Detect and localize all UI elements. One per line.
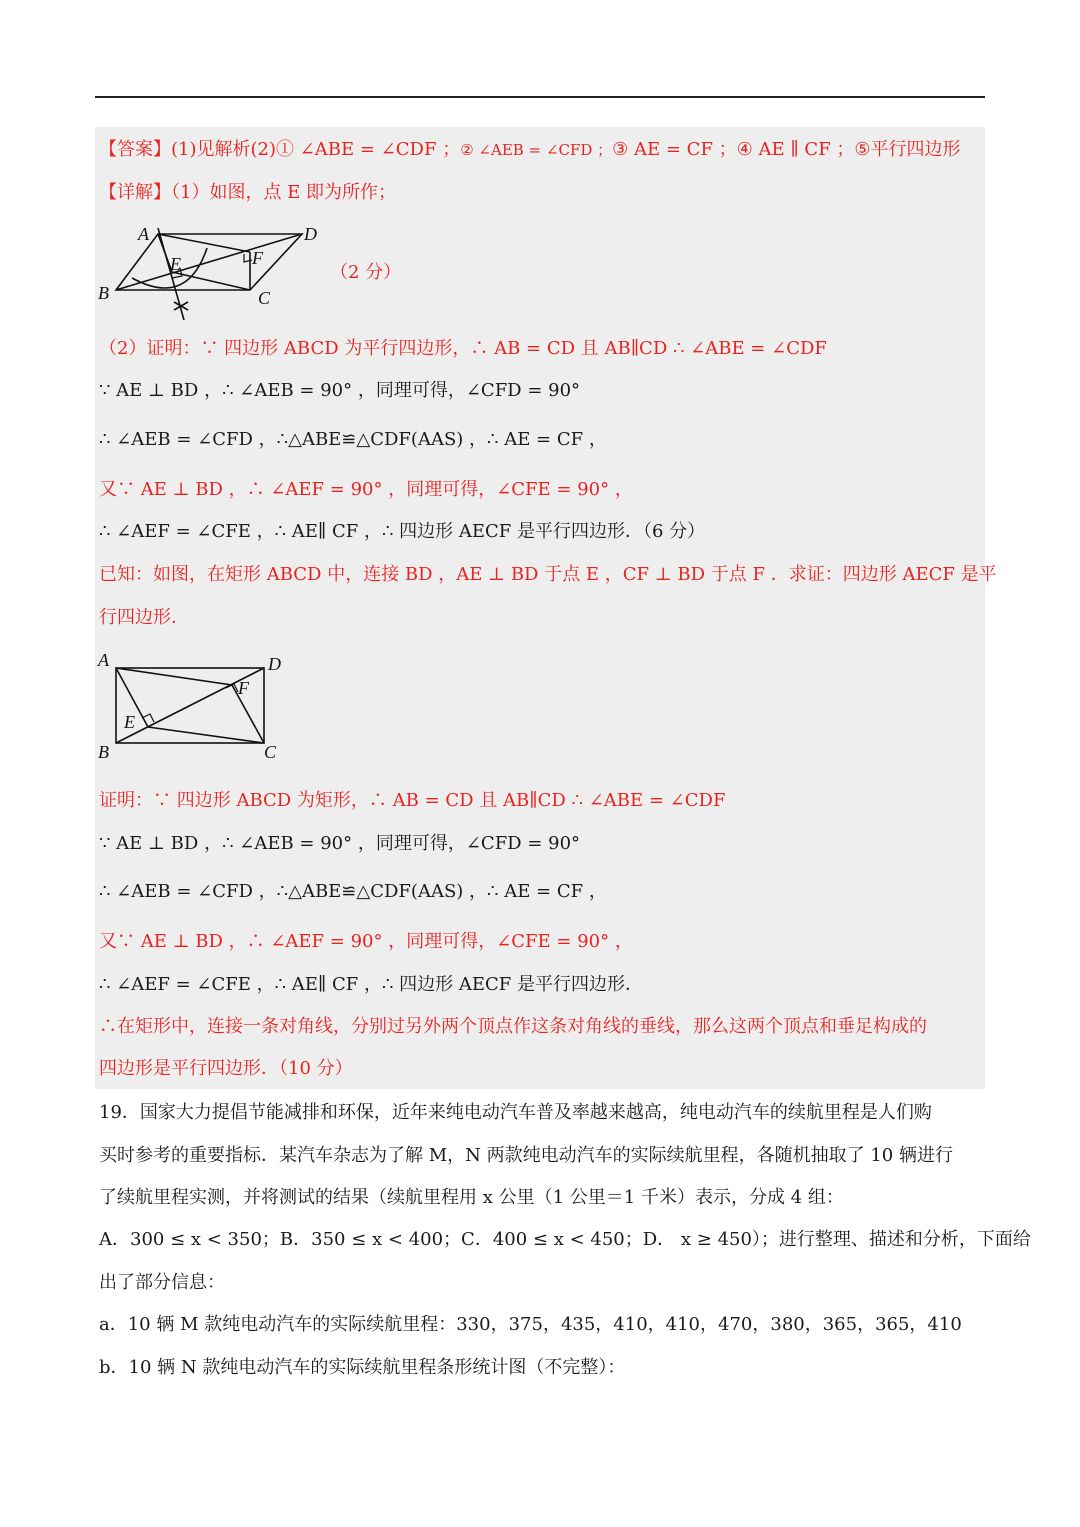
q19-line-2: 买时参考的重要指标．某汽车杂志为了解 M，N 两款纯电动汽车的实际续航里程，各随机抽取了 10 辆进行 [99, 1145, 953, 1166]
answer-c3: ③ AE = CF ； [612, 139, 737, 160]
given-line-1: 已知：如图，在矩形 ABCD 中，连接 BD ，AE ⊥ BD 于点 E ，CF ⊥ BD 于点 F ．求证：四边形 AECF 是平 [99, 564, 997, 585]
fig2-label-a: A [98, 650, 109, 670]
fig2-label-c: C [264, 742, 277, 762]
detail-bracket: 【详解】 [99, 182, 171, 203]
answer-c5: ⑤平行四边形 [854, 139, 961, 160]
proof1-line-4: 又∵ AE ⊥ BD ，∴ ∠AEF = 90° ，同理可得，∠CFE = 90° ， [99, 479, 633, 500]
proof1-line-3: ∴ ∠AEB = ∠CFD ，∴△ABE≌△CDF(AAS) ，∴ AE = CF ， [99, 429, 607, 450]
fig2-label-e: E [124, 712, 135, 732]
fig1-label-d: D [304, 224, 317, 244]
proof2-line-5: ∴ ∠AEF = ∠CFE ，∴ AE∥ CF ，∴ 四边形 AECF 是平行四边形． [99, 974, 643, 995]
fig2-segment-af [116, 668, 232, 685]
answer-c2: ② ∠AEB = ∠CFD ； [460, 141, 613, 159]
q19-line-5: 出了部分信息： [99, 1272, 225, 1293]
fig2-label-d: D [268, 654, 281, 674]
answer-bracket: 【答案】 [99, 139, 171, 160]
q19-line-4: A．300 ≤ x < 350；B．350 ≤ x < 400；C．400 ≤ x < 450；D． x ≥ 450）；进行整理、描述和分析，下面给 [99, 1229, 1031, 1250]
fig1-segment-ec [172, 272, 250, 290]
answer-c4: ④ AE ∥ CF ； [736, 139, 855, 160]
top-rule [95, 96, 985, 98]
q19-line-1: 19．国家大力提倡节能减排和环保，近年来纯电动汽车普及率越来越高，纯电动汽车的续航里程是人们购 [99, 1102, 932, 1123]
fig2-label-b: B [98, 742, 109, 762]
q19-line-3: 了续航里程实测，并将测试的结果（续航里程用 x 公里（1 公里＝1 千米）表示，分成 4 组： [99, 1187, 844, 1208]
fig2-segment-ec [148, 727, 264, 743]
proof2-line-3: ∴ ∠AEB = ∠CFD ，∴△ABE≌△CDF(AAS) ，∴ AE = CF ， [99, 881, 607, 902]
answer-c1: ① ∠ABE = ∠CDF ； [276, 139, 461, 160]
proof2-line-1: 证明：∵ 四边形 ABCD 为矩形，∴ AB = CD 且 AB∥CD ∴ ∠ABE = ∠CDF [99, 790, 726, 811]
fig1-label-e: E [170, 254, 181, 274]
answer-part1: (1)见解析(2) [171, 139, 276, 160]
proof2-line-6: ∴在矩形中，连接一条对角线，分别过另外两个顶点作这条对角线的垂线，那么这两个顶点和垂足构成的 [99, 1016, 927, 1037]
answer-line [99, 138, 961, 162]
proof1-line-5: ∴ ∠AEF = ∠CFE ，∴ AE∥ CF ，∴ 四边形 AECF 是平行四边形．（6 分） [99, 521, 706, 542]
fig1-label-c: C [258, 288, 271, 308]
figure1-parallelogram [92, 218, 332, 324]
fig1-label-a: A [138, 224, 149, 244]
detail-line [99, 181, 396, 205]
proof2-line-2: ∵ AE ⊥ BD ，∴ ∠AEB = 90° ，同理可得，∠CFD = 90° [99, 833, 581, 854]
fig1-label-f: F [252, 248, 263, 268]
figure1-score-note: （2 分） [330, 262, 402, 283]
fig1-segment-af [158, 234, 250, 252]
fig2-label-f: F [238, 678, 249, 698]
proof1-line-2: ∵ AE ⊥ BD ，∴ ∠AEB = 90° ，同理可得，∠CFD = 90° [99, 380, 581, 401]
detail-text: （1）如图，点 E 即为所作； [171, 182, 397, 203]
q19-line-6: a．10 辆 M 款纯电动汽车的实际续航里程：330，375，435，410，410，470，380，365，365，410 [99, 1314, 962, 1335]
q19-line-7: b．10 辆 N 款纯电动汽车的实际续航里程条形统计图（不完整）： [99, 1357, 626, 1378]
proof2-line-7: 四边形是平行四边形．（10 分） [99, 1058, 353, 1079]
proof1-line-1: （2）证明：∵ 四边形 ABCD 为平行四边形，∴ AB = CD 且 AB∥CD ∴ ∠ABE = ∠CDF [99, 338, 827, 359]
fig1-label-b: B [98, 283, 109, 303]
proof2-line-4: 又∵ AE ⊥ BD ，∴ ∠AEF = 90° ，同理可得，∠CFE = 90° ， [99, 931, 633, 952]
figure2-rectangle [92, 648, 292, 764]
given-line-2: 行四边形． [99, 607, 189, 628]
